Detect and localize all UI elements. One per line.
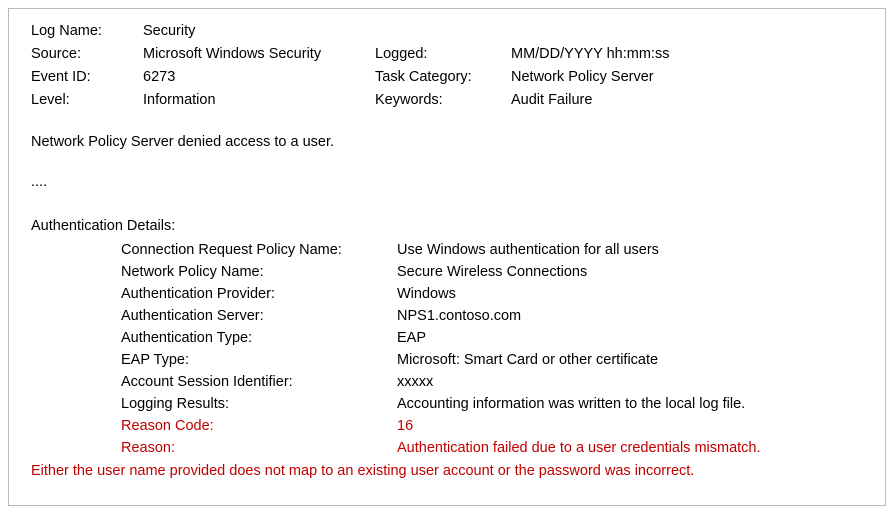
header-label-keywords: Keywords: (375, 92, 443, 108)
detail-value-authentication-provider: Windows (397, 286, 456, 302)
detail-label-authentication-provider: Authentication Provider: (121, 286, 275, 302)
detail-label-account-session-identifier: Account Session Identifier: (121, 374, 293, 390)
header-value-task-category: Network Policy Server (511, 69, 654, 85)
header-value-log-name: Security (143, 23, 196, 39)
detail-label-authentication-type: Authentication Type: (121, 330, 253, 346)
header-label-logged: Logged: (375, 46, 428, 62)
detail-value-connection-request-policy-name: Use Windows authentication for all users (397, 242, 659, 258)
header-value-source: Microsoft Windows Security (143, 46, 322, 62)
event-ellipsis: .... (31, 174, 48, 190)
detail-value-eap-type: Microsoft: Smart Card or other certificate (397, 352, 659, 368)
header-label-level: Level: (31, 92, 70, 108)
event-summary: Network Policy Server denied access to a user. (31, 134, 335, 150)
detail-value-network-policy-name: Secure Wireless Connections (397, 264, 588, 280)
detail-value-reason-code: 16 (397, 418, 414, 434)
header-label-event-id: Event ID: (31, 69, 91, 85)
reason-footnote: Either the user name provided does not map to an existing user account or the password was incorrect. (31, 463, 695, 479)
authentication-details-title: Authentication Details: (31, 218, 176, 234)
header-label-empty-0 (375, 21, 511, 41)
event-log-panel (8, 8, 886, 506)
authentication-details-list (121, 240, 875, 458)
header-value-empty-0 (511, 21, 875, 41)
detail-label-reason: Reason: (121, 440, 176, 456)
header-value-logged: MM/DD/YYYY hh:mm:ss (511, 46, 670, 62)
detail-value-authentication-type: EAP (397, 330, 427, 346)
detail-label-connection-request-policy-name: Connection Request Policy Name: (121, 242, 342, 258)
detail-label-network-policy-name: Network Policy Name: (121, 264, 264, 280)
event-header (31, 21, 875, 110)
detail-label-authentication-server: Authentication Server: (121, 308, 264, 324)
detail-value-account-session-identifier: xxxxx (397, 374, 434, 390)
header-label-source: Source: (31, 46, 81, 62)
detail-value-reason: Authentication failed due to a user credentials mismatch. (397, 440, 761, 456)
header-value-event-id: 6273 (143, 69, 176, 85)
detail-value-authentication-server: NPS1.contoso.com (397, 308, 522, 324)
header-label-task-category: Task Category: (375, 69, 472, 85)
detail-value-logging-results: Accounting information was written to the local log file. (397, 396, 746, 412)
header-value-keywords: Audit Failure (511, 92, 593, 108)
header-value-level: Information (143, 92, 216, 108)
header-label-log-name: Log Name: (31, 23, 102, 39)
detail-label-eap-type: EAP Type: (121, 352, 189, 368)
detail-label-logging-results: Logging Results: (121, 396, 230, 412)
detail-label-reason-code: Reason Code: (121, 418, 214, 434)
